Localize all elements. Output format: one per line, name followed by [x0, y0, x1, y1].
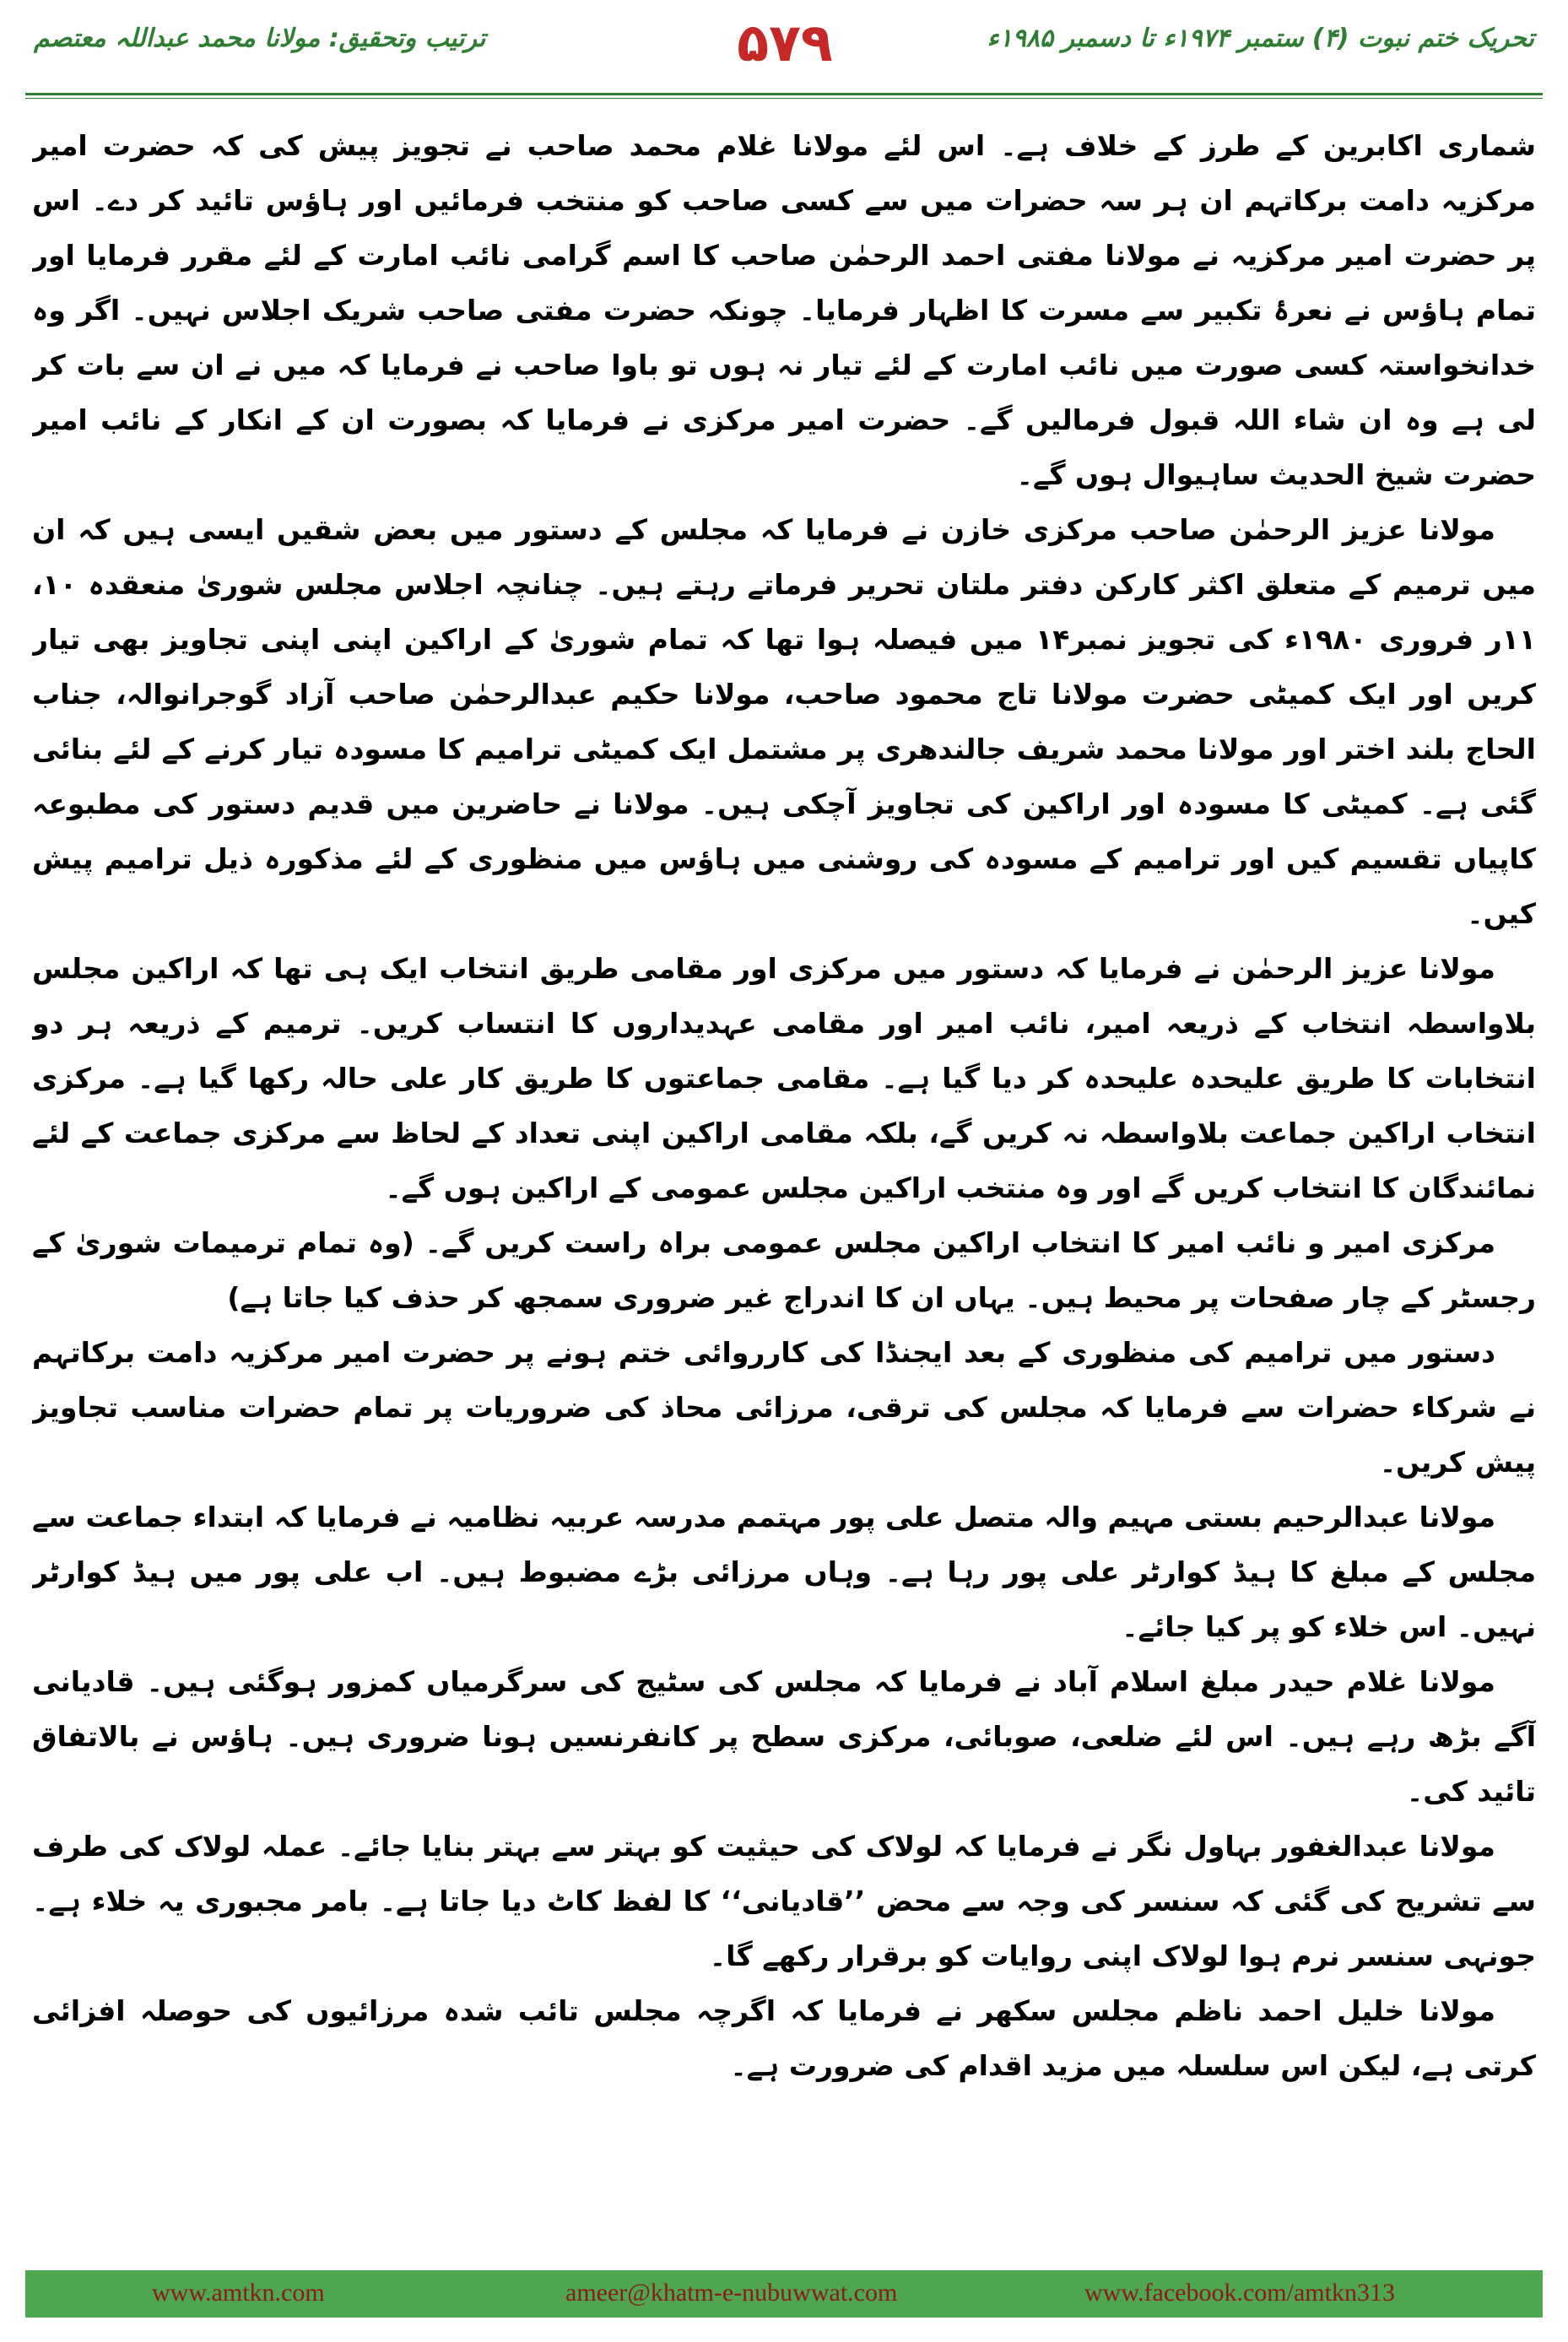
book-title: تحریک ختم نبوت (۴) ستمبر ۱۹۷۴ء تا دسمبر ۱۹۸۵ء [987, 24, 1534, 53]
header-rule-thin [25, 98, 1543, 99]
paragraph: مولانا عزیز الرحمٰن صاحب مرکزی خازن نے فرمایا کہ مجلس کے دستور میں بعض شقیں ایسی ہیں کہ ان میں ترمیم کے متعلق اکثر کارکن دفتر ملتان تحریر فرماتے رہتے ہیں۔ چنانچہ اجلاس مجلس شوریٰ منعقدہ ۱۰، ۱۱ر فروری ۱۹۸۰ء کی تجویز نمبر۱۴ میں فیصلہ ہوا تھا کہ تمام شوریٰ کے اراکین اپنی اپنی تجاویز بھی تیار کریں اور ایک کمیٹی حضرت مولانا تاج محمود صاحب، مولانا حکیم عبدالرحمٰن صاحب آزاد گوجرانوالہ، جناب الحاج بلند اختر اور مولانا محمد شریف جالندھری پر مشتمل ایک کمیٹی ترامیم کا مسودہ تیار کرنے کے لئے بنائی گئی ہے۔ کمیٹی کا مسودہ اور اراکین کی تجاویز آچکی ہیں۔ مولانا نے حاضرین میں قدیم دستور کی مطبوعہ کاپیاں تقسیم کیں اور ترامیم کے مسودہ کی روشنی میں ہاؤس میں منظوری کے لئے مذکورہ ذیل ترامیم پیش کیں۔ [32, 513, 1536, 930]
page-number: ۵۷۹ [737, 12, 833, 73]
paragraph: مرکزی امیر و نائب امیر کا انتخاب اراکین مجلس عمومی براہ راست کریں گے۔ (وہ تمام ترمیمات شوریٰ کے رجسٹر کے چار صفحات پر محیط ہیں۔ یہاں ان کا اندراج غیر ضروری سمجھ کر حذف کیا جاتا ہے) [32, 1226, 1536, 1314]
footer-bar [25, 2270, 1543, 2318]
page-header [0, 0, 1568, 105]
page-footer [0, 2270, 1568, 2329]
paragraph: مولانا غلام حیدر مبلغ اسلام آباد نے فرمایا کہ مجلس کی سٹیج کی سرگرمیاں کمزور ہوگئی ہیں۔ قادیانی آگے بڑھ رہے ہیں۔ اس لئے ضلعی، صوبائی، مرکزی سطح پر کانفرنسیں ہونا ضروری ہیں۔ ہاؤس نے بالاتفاق تائید کی۔ [32, 1665, 1536, 1808]
paragraph: مولانا عزیز الرحمٰن نے فرمایا کہ دستور میں مرکزی اور مقامی طریق انتخاب ایک ہی تھا کہ اراکین مجلس بلاواسطہ انتخاب کے ذریعہ امیر، نائب امیر اور مقامی عہدیداروں کا انتساب کریں۔ ترمیم کے ذریعہ ہر دو انتخابات کا طریق علیحدہ علیحدہ کر دیا گیا ہے۔ مقامی جماعتوں کا طریق کار علی حالہ رکھا گیا ہے۔ مرکزی انتخاب اراکین جماعت بلاواسطہ نہ کریں گے، بلکہ مقامی اراکین اپنی تعداد کے لحاظ سے مرکزی جماعت کے لئے نمائندگان کا انتخاب کریں گے اور وہ منتخب اراکین مجلس عمومی کے اراکین ہوں گے۔ [32, 952, 1536, 1204]
email-link[interactable]: ameer@khatm-e-nubuwwat.com [565, 2279, 898, 2307]
body-text [32, 118, 1536, 2253]
facebook-link[interactable]: www.facebook.com/amtkn313 [1084, 2279, 1395, 2307]
paragraph: مولانا عبدالرحیم بستی مہیم والہ متصل علی پور مہتمم مدرسہ عربیہ نظامیہ نے فرمایا کہ ابتداء جماعت سے مجلس کے مبلغ کا ہیڈ کوارٹر علی پور رہا ہے۔ وہاں مرزائی بڑے مضبوط ہیں۔ اب علی پور میں ہیڈ کوارٹر نہیں۔ اس خلاء کو پر کیا جائے۔ [32, 1501, 1536, 1643]
paragraph: شماری اکابرین کے طرز کے خلاف ہے۔ اس لئے مولانا غلام محمد صاحب نے تجویز پیش کی کہ حضرت امیر مرکزیہ دامت برکاتہم ان ہر سہ حضرات میں سے کسی صاحب کو منتخب فرمائیں اور ہاؤس تائید کر دے۔ اس پر حضرت امیر مرکزیہ نے مولانا مفتی احمد الرحمٰن صاحب کا اسم گرامی نائب امارت کے لئے مقرر فرمایا اور تمام ہاؤس نے نعرۂ تکبیر سے مسرت کا اظہار فرمایا۔ چونکہ حضرت مفتی صاحب شریک اجلاس نہیں۔ اگر وہ خدانخواستہ کسی صورت میں نائب امارت کے لئے تیار نہ ہوں تو باوا صاحب نے فرمایا کہ میں نے ان سے بات کر لی ہے وہ ان شاء اللہ قبول فرمالیں گے۔ حضرت امیر مرکزی نے فرمایا کہ بصورت ان کے انکار کے نائب امیر حضرت شیخ الحدیث ساہیوال ہوں گے۔ [32, 129, 1536, 491]
paragraph: دستور میں ترامیم کی منظوری کے بعد ایجنڈا کی کارروائی ختم ہونے پر حضرت امیر مرکزیہ دامت برکاتہم نے شرکاء حضرات سے فرمایا کہ مجلس کی ترقی، مرزائی محاذ کی ضروریات پر تمام حضرات مناسب تجاویز پیش کریں۔ [32, 1336, 1536, 1479]
website-link[interactable]: www.amtkn.com [152, 2279, 325, 2307]
header-rule [25, 93, 1543, 95]
compiler-credit: ترتیب وتحقیق: مولانا محمد عبداللہ معتصم [34, 24, 486, 53]
paragraph: مولانا عبدالغفور بہاول نگر نے فرمایا کہ لولاک کی حیثیت کو بہتر سے بہتر بنایا جائے۔ عملہ لولاک کی طرف سے تشریح کی گئی کہ سنسر کی وجہ سے محض ’’قادیانی‘‘ کا لفظ کاٹ دیا جاتا ہے۔ بامر مجبوری یہ خلاء ہے۔ جونہی سنسر نرم ہوا لولاک اپنی روایات کو برقرار رکھے گا۔ [32, 1830, 1536, 1972]
paragraph: مولانا خلیل احمد ناظم مجلس سکھر نے فرمایا کہ اگرچہ مجلس تائب شدہ مرزائیوں کی حوصلہ افزائی کرتی ہے، لیکن اس سلسلہ میں مزید اقدام کی ضرورت ہے۔ [32, 1994, 1536, 2082]
